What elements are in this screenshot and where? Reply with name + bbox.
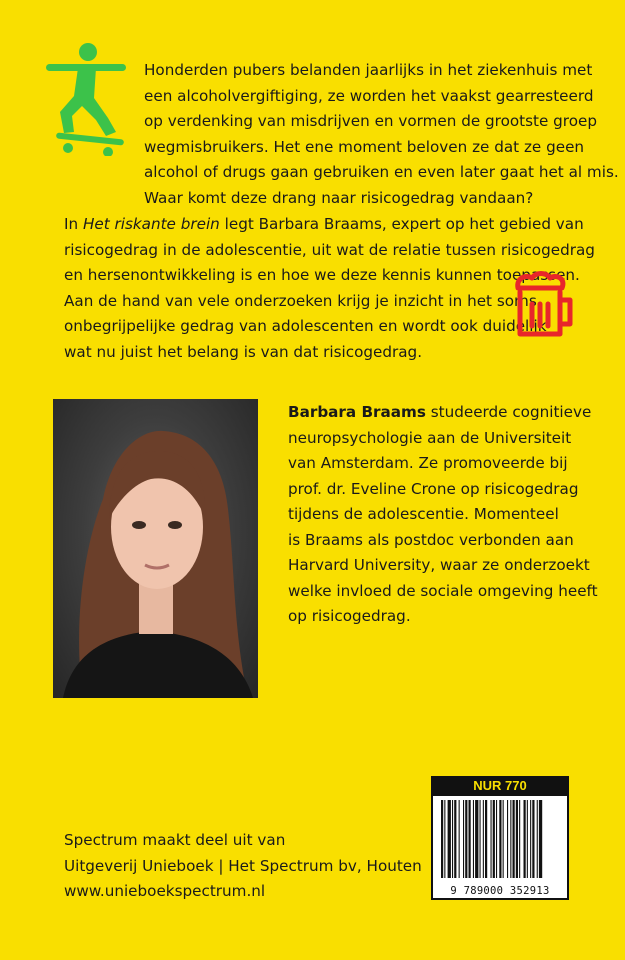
barcode-bar: [516, 800, 518, 878]
description-line: en hersenontwikkeling is en hoe we deze kennis kunnen toepassen.: [64, 266, 580, 284]
author-name: Barbara Braams: [288, 403, 426, 421]
description-paragraph: [64, 212, 595, 365]
nur-label: NUR 770: [473, 778, 527, 793]
barcode-bar: [513, 800, 515, 878]
author-bio: [288, 400, 598, 630]
barcode-bar: [507, 800, 508, 878]
intro-line: op verdenking van misdrijven en vormen de grootste groep: [144, 112, 597, 130]
barcode-bar: [537, 800, 538, 878]
description-rest: legt Barbara Braams, expert op het gebied van: [219, 215, 584, 233]
barcode-bar: [469, 800, 471, 878]
description-prefix: In: [64, 215, 83, 233]
barcode-bar: [483, 800, 484, 878]
barcode-bar: [480, 800, 481, 878]
intro-line: Honderden pubers belanden jaarlijks in het ziekenhuis met: [144, 61, 593, 79]
barcode-bar: [510, 800, 511, 878]
barcode-bar: [491, 800, 492, 878]
skateboarder-icon: [44, 40, 126, 156]
barcode-bar: [530, 800, 531, 878]
bio-line: welke invloed de sociale omgeving heeft: [288, 581, 598, 600]
publisher-info: [64, 828, 464, 905]
isbn-digits: 9 789000 352913: [450, 885, 550, 897]
description-line: onbegrijpelijke gedrag van adolescenten en wordt ook duidelijk: [64, 317, 547, 335]
barcode-bar: [524, 800, 526, 878]
barcode-bar: [527, 800, 528, 878]
description-line: Aan de hand van vele onderzoeken krijg je inzicht in het soms: [64, 291, 537, 310]
bio-line: neuropsychologie aan de Universiteit: [288, 428, 572, 447]
author-portrait-drawing: [53, 399, 258, 698]
bio-line: tijdens de adolescentie. Momenteel: [288, 505, 559, 523]
author-photo: [53, 399, 258, 698]
bio-line: op risicogedrag.: [288, 607, 411, 625]
barcode-bar: [519, 800, 520, 878]
barcode-bar: [499, 800, 501, 878]
bio-line: [288, 400, 592, 426]
barcode-bar: [496, 800, 497, 878]
publisher-line: Uitgeverij Unieboek | Het Spectrum bv, Houten: [64, 856, 422, 875]
barcode-bar: [473, 800, 474, 878]
intro-paragraph: [144, 58, 619, 211]
barcode-bar: [539, 800, 542, 878]
bio-line: Harvard University, waar ze onderzoekt: [288, 556, 590, 574]
bio-rest: studeerde cognitieve: [425, 403, 592, 421]
bio-line: van Amsterdam. Ze promoveerde bij: [288, 454, 568, 472]
bio-line: is Braams als postdoc verbonden aan: [288, 530, 574, 549]
intro-line: een alcoholvergiftiging, ze worden het vaakst gearresteerd: [144, 86, 594, 105]
book-title: Het riskante brein: [82, 215, 220, 233]
bio-line: prof. dr. Eveline Crone op risicogedrag: [288, 479, 579, 498]
intro-line: alcohol of drugs gaan gebruiken en even later gaat het al mis.: [144, 163, 619, 181]
beer-mug-icon: [512, 270, 578, 340]
intro-line: Waar komt deze drang naar risicogedrag vandaan?: [144, 188, 534, 207]
publisher-line: Spectrum maakt deel uit van: [64, 831, 286, 849]
barcode-bar: [503, 800, 504, 878]
barcode-bar: [493, 800, 495, 878]
publisher-url[interactable]: www.unieboekspectrum.nl: [64, 882, 266, 900]
description-line: wat nu juist het belang is van dat risicogedrag.: [64, 342, 423, 361]
description-line: [64, 212, 584, 238]
description-line: risicogedrag in de adolescentie, uit wat de relatie tussen risicogedrag: [64, 240, 595, 259]
intro-line: wegmisbruikers. Het ene moment beloven ze dat ze geen: [144, 137, 585, 156]
barcode-bar: [475, 800, 478, 878]
barcode-bar: [465, 800, 467, 878]
barcode-bar: [485, 800, 487, 878]
barcode-bar: [532, 800, 534, 878]
